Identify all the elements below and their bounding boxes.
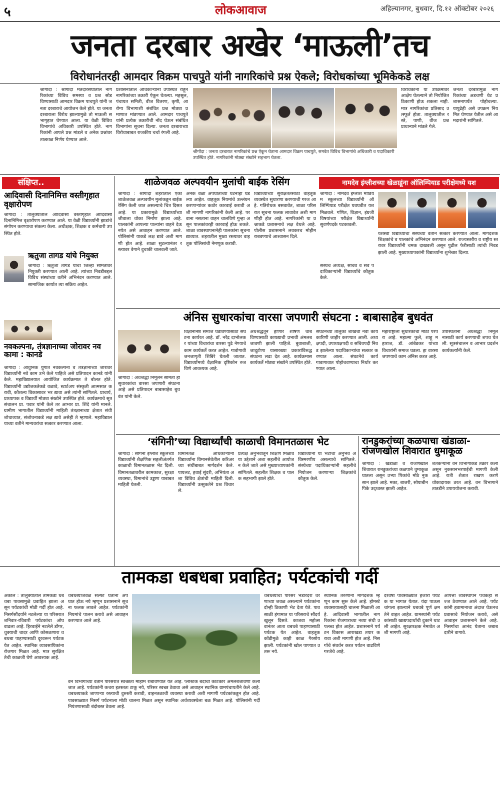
lead-headline: जनता दरबार अखेर ‘माऊली’तच (70, 28, 430, 64)
sangini-col-1: श्रीगोंदा : संगिनी इंग्लीश स्कूलच्या विद्यार्थ्यांनी शैक्षणिक सहलीअंतर्गत काळाची विमानतळास भेट दिली. विमानतळावरील कामकाज, सुरक्षा व्यवस्था, विमानांचे उड्डाण याबाबत माहिती घेतली. (118, 452, 174, 489)
divider-tamkada (0, 566, 500, 567)
tamkada-col-6: दरवर्षी पावसाळ्यात हजारो पर्यटक या भागात येतात. यंदा पाऊस चांगला झाल्याने धबधबे पूर्ण क्षमतेने वाहत आहेत. ग्रामस्थांनी पर्यटकांसाठी खाद्यपदार्थांची दुकाने थाटली आहेत. सुरक्षारक्षक नेमावेत अशी मागणी आहे. (384, 594, 440, 637)
dateline: अहिल्यानगर, बुधवार, दि.१२ ऑक्टोबर २०२६ (380, 5, 494, 13)
ranjangaon-headline: रानडुकरांच्या कळपाचा खंडाळा-रांजणखोल शिवारात धुमाकूळ (362, 436, 471, 458)
sidebar-item2-title: ऋतुजा तागड यांचे नियुक्त (28, 251, 99, 260)
lead-subhead: विरोधानंतरही आमदार विक्रम पाचपुते यांनी नागरिकांचे प्रश्न ऐकले; विरोधकांच्या भूमिकेकडे लक्ष (0, 70, 500, 84)
tamkada-col-5: स्थानिक तरुणांनी मार्गदर्शक म्हणून काम सुरू केले आहे. होमस्टे व्यवसायालाही चालना मिळाली आहे. आदिवासी भागातील नागरिकांना रोजगाराच्या नव्या संधी उपलब्ध होत आहेत. प्रशासनाने पर्यटन विकास आराखडा तयार करावा अशी मागणी होत आहे. निसर्गाचे संवर्धन करत पर्यटन वाढविणे गरजेचे आहे. (324, 594, 380, 655)
lead-body-col-3: विरोधकांनी या उपक्रमावर आक्षेप घेतल्याने तो नियोजित ठिकाणी होऊ शकला नाही. मात्र नागरिकांचा प्रतिसाद उत्स्फूर्त होता. तालुक्यातील रस्ते, पाणी, वीज प्रश्न प्राधान्याने मांडले गेले. (401, 88, 449, 131)
tamkada-col-4: धबधब्याचा परिसर भंडारदरा धरणाच्या जवळ असल्याने पर्यटकांना दोन्ही ठिकाणी भेट देता येते. पावसाळी हंगामात या परिसराचे सौंदर्य खुलून दिसते. काजवा महोत्सवानंतर आता धबधबे पाहण्यासाठी पर्यटक येत आहेत. वाहतूक कोंडीमुळे काही काळ गैरसोय झाली. पर्यटकांनी खोल पाण्यात उतरू नये. (264, 594, 320, 655)
sangini-headline: ‘संगिनी’च्या विद्यार्थ्यांची काळाची विमानतळास भेट (147, 437, 329, 448)
superstition-headline: अंनिस सुधारकांचा वारसा जपणारी संघटना : बाबासाहेब बुधवंत (183, 311, 433, 324)
ranjangaon-rule (358, 436, 359, 566)
english-school-col-2: यशस्वी विद्यार्थ्यांचा संस्थेच्या वतीने सत्कार करण्यात आला. मार्गदर्शक शिक्षकांचे व पालकांचे अभिनंदन करण्यात आले. राज्यस्तरीय व राष्ट्रीय स्तरावर विद्यार्थ्यांनी चमक दाखवली असून पुढील फेरीसाठी त्यांची निवड झाली आहे. मुख्याध्यापकांनी विद्यार्थ्यांना शुभेच्छा दिल्या. (378, 232, 498, 256)
tamkada-col-2: धबधब्याजवळ सेल्फी घेताना अपघात होऊ नये म्हणून प्रशासनाने सूचना फलक लावले आहेत. पर्यटकांनी नियमांचे पालन करावे असे आवाहन करण्यात आले आहे. (68, 594, 128, 624)
page-number: ५ (4, 5, 11, 20)
divider-lead (0, 174, 500, 175)
tamkada-photo (132, 594, 260, 674)
superstition-col-4: संघटनेच्या तालुका शाखेची नवी कार्यकारिणी जाहीर करण्यात आली. अध्यक्षपदी, उपाध्यक्षपदी व सचिवपदी निवड झालेल्या पदाधिकाऱ्यांचा सत्कार करण्यात आला. संघटनेचे कार्य गावागावात पोहोचवण्याचा निर्धार करण्यात आला. (316, 330, 378, 373)
english-school-photo-2 (408, 192, 436, 228)
sangini-col-4: विद्यार्थ्यांनी या भेटीचा अनुभव अविस्मरणीय असल्याचे सांगितले. संस्थेच्या पदाधिकाऱ्यांनी सहलीचे नियोजन करणाऱ्या शिक्षकांचे कौतुक केले. (298, 452, 356, 482)
sidebar-item3-photo (4, 320, 52, 340)
sangini-col-2: विमानतळ अधिकाऱ्यांनी विद्यार्थ्यांना विमानसेवेतील करिअरच्या संधींबाबत मार्गदर्शन केले. पायलट, हवाई सुंदरी, अभियंता अशा विविध क्षेत्रांची माहिती दिली. विद्यार्थ्यांनी उत्सुकतेने प्रश्न विचारले. (178, 452, 234, 495)
superstition-col-5: महाराष्ट्राला सुधारकांची मोठी परंपरा आहे. महात्मा फुले, शाहू महाराज, डॉ. आंबेडकर यांच्या विचारांनी समाज घडला. हा वारसा जपण्याचे काम अंनिस करत आहे. (382, 330, 438, 360)
tamkada-headline: तामकडा धबधबा प्रवाहित; पर्यटकांची गर्दी (121, 568, 379, 588)
lead-photo-audience (335, 88, 397, 148)
english-school-headline: नामदेव इंग्लीशच्या खेळाडूंना ऑलिम्पियाड परीक्षेमध्ये यश (319, 177, 499, 189)
english-school-photo-1 (378, 192, 406, 228)
sidebar-tag: संक्षिप्त.. (2, 177, 60, 189)
divider-superstition (116, 308, 500, 309)
sidebar-item1-body: श्रीगोंदा : तालुक्यातील आदिवासी वस्तीगृहात आदिवासी दिनानिमित्त वृक्षारोपण करण्यात आले. या वेळी विद्यार्थ्यांनी झाडांचे संगोपन करण्याचा संकल्प केला. अधीक्षक, शिक्षक व कर्मचारी उपस्थित होते. (4, 213, 112, 237)
english-school-photo-3 (438, 192, 466, 228)
superstition-col-1: श्रीगोंदा : अंधश्रद्धा निर्मूलन समिती ही सुधारकांचा वारसा जपणारी संघटना आहे असे प्रतिपादन बाबासाहेब बुधवंत यांनी केले. (118, 376, 180, 400)
divider-sangini (116, 434, 500, 435)
superstition-col-2: विज्ञाननिष्ठ समाज घडविण्यासाठी संघटना कार्यरत आहे. डॉ. नरेंद्र दाभोलकर यांच्या विचारांचा वारसा पुढे नेण्याचे काम कार्यकर्ते करत आहेत. गावोगावी जनजागृती शिबिरे घेतली जातात. विद्यार्थ्यांमध्ये वैज्ञानिक दृष्टिकोन रुजविणे आवश्यक आहे. (184, 330, 246, 373)
paper-logo: लोकआवाज (215, 3, 267, 17)
superstition-photo (118, 330, 180, 372)
sidebar-rule (114, 176, 115, 566)
tamkada-col-7: आपत्ती व्यवस्थापन पथकही सज्ज ठेवण्यात आले आहे. पर्यटकांनी हवामानाचा अंदाज घेऊनच प्रवासाचे नियोजन करावे, असे आवाहन प्रशासनाने केले आहे. निसर्गाचा आनंद घेताना जबाबदारीने वागावे. (444, 594, 498, 637)
lead-photo-officials (272, 88, 334, 148)
english-school-photo-4 (468, 192, 496, 228)
ranjangaon-col-2: शेतकऱ्यांनी वन विभागाकडे तक्रार केली असून नुकसानभरपाईची मागणी केली आहे. रात्री शेतात राखण करणे धोकादायक ठरत आहे. वन विभागाने तातडीने उपाययोजना करावी. (432, 462, 498, 492)
sidebar-item2-body: श्रीगोंदा : ऋतुजा तागड यांची जिल्हा समितीवर नियुक्ती करण्यात आली आहे. त्यांच्या निवडीबद्दल विविध संस्थांच्या वतीने अभिनंदन करण्यात आले. सामाजिक कार्यात त्या सक्रिय आहेत. (28, 264, 112, 288)
tamkada-col-1: अकोले : तालुक्यातील तामकडा धबधबा पावसामुळे प्रवाहित झाला असून पर्यटकांची मोठी गर्दी होत आहे. निसर्गसौंदर्याने नटलेल्या या परिसरात शनिवार-रविवारी पर्यटकांचा ओघ वाढला आहे. हिरवाईने नटलेले डोंगर, धुक्याची चादर आणि कोसळणारा धबधबा पाहण्यासाठी दूरवरून पर्यटक येत आहेत. स्थानिक व्यावसायिकांना रोजगार मिळत आहे. मात्र सुरक्षिततेची काळजी घेणे आवश्यक आहे. (4, 594, 64, 662)
superstition-col-3: अंधश्रद्धेतून होणारे शोषण थांबविण्यासाठी कायद्याची प्रभावी अंमलबजावणी झाली पाहिजे. बुवाबाजी, जादूटोणा यासारख्या प्रकारांविरुद्ध संघटना लढा देत आहे. कार्यक्रमास कार्यकर्ते मोठ्या संख्येने उपस्थित होते. (250, 330, 312, 367)
bike-rally-col-2: अनेक वेळा अपघाताच्या घटनाही घडल्या आहेत. वाहतूक नियमांचे उल्लंघन करणाऱ्यांवर कठोर कारवाई करावी अशी मागणी नागरिकांनी केली आहे. परवाना नसताना वाहन चालविणे गुन्हा असून पालकांवरही कारवाई होऊ शकते. शाळा व्यवस्थापनानेही पालकांना सूचना द्याव्यात. शहरातील मुख्य रस्त्यावर वाहतूक पोलिसांची नेमणूक करावी. (186, 192, 250, 247)
tamkada-col-3: वन विभागाच्या वतीने परिसरात स्वच्छता मोहीम राबविण्यात येत आहे. प्लॅस्टिक बंदीची काटेकोर अंमलबजावणी केली जात आहे. पर्यटकांनी कचरा इतस्ततः टाकू नये, परिसर स्वच्छ ठेवावा असे आवाहन स्थानिक ग्रामपंचायतीने केले आहे. धबधब्याकडे जाणाऱ्या रस्त्याची दुरुस्ती करावी, वाहनतळाची व्यवस्था करावी अशी मागणी पर्यटकांकडून होत आहे. पावसाळ्यात निसर्ग पर्यटनाला मोठी चालना मिळत असून स्थानिक अर्थव्यवस्थेला बळ मिळत आहे. पोलिसांनी गर्दी नियंत्रणासाठी बंदोबस्त ठेवला आहे. (68, 680, 260, 710)
lead-body-col-1: श्रीगोंदा : श्रीगोंदा मतदारसंघातील नागरिकांच्या विविध समस्या व प्रश्न सोडविण्यासाठी आमदार विक्रम पाचपुते यांनी जनता दरबाराचे आयोजन केले होते. या जनता दरबाराला विरोध झाल्यामुळे तो माऊली सभागृहात घेण्यात आला. या वेळी विविध विभागांचे अधिकारी उपस्थित होते. नागरिकांनी आपले प्रश्न मांडले व अनेक प्रश्नांवर तात्काळ निर्णय घेण्यात आले. (40, 88, 112, 143)
ranjangaon-col-1: श्रीगोंदा : खंडाळा व रांजणखोल शिवारात रानडुकरांच्या कळपाने धुमाकूळ घातला असून उभ्या पिकांचे मोठे नुकसान झाले आहे. मका, बाजरी, सोयाबीन पिके उद्ध्वस्त झाली आहेत. (362, 462, 428, 492)
sidebar-item1-title: आदिवासी दिनानिमित्त वस्तीगृहात वृक्षारोपण (4, 191, 100, 209)
english-school-col-3: संस्थेचे अध्यक्ष, सचिव व सर्व पदाधिकाऱ्यांनी विद्यार्थ्यांचे कौतुक केले. (320, 264, 374, 282)
lead-photo-caption: श्रीगोंदा : जनता दरबारात नागरिकांचे प्रश्न ऐकून घेताना आमदार विक्रम पाचपुते, समवेत विविध विभागांचे अधिकारी व पदाधिकारी उपस्थित होते. नागरिकांनी मोठ्या संख्येने सहभाग घेतला. (193, 150, 395, 161)
superstition-col-6: उपस्थितांनी अंधश्रद्धा निर्मूलनासाठी कार्य करण्याची शपथ घेतली. सूत्रसंचालन व आभार प्रदर्शन कार्यकर्त्यांनी केले. (442, 330, 498, 354)
masthead (0, 0, 500, 22)
bike-rally-col-3: विद्यार्थ्यांच्या सुरक्षिततेसाठी वाहतूक व्यवस्थेत सुधारणा करण्याची गरज आहे. गतिरोधक बसवावेत, शाळा परिसरात सूचना फलक लावावेत अशी मागणीही होत आहे. नागरिकांनी या प्रश्नाकडे प्रशासनाचे लक्ष वेधले आहे. पोलीस प्रशासनाने लवकरच मोहीम राबवण्याचे आश्वासन दिले. (254, 192, 316, 241)
bike-rally-headline: शाळेजवळ अल्पवयीन मुलांची बाईक रेसिंग (144, 177, 290, 188)
sidebar-item3-body: श्रीगोंदा : आधुनिक युगात नवकल्पना व तंत्रज्ञानाच्या जोरावर विद्यार्थ्यांनी नवे काम उभे केले पाहिजे असे प्रतिपादन कानडे यांनी केले. महाविद्यालयात आयोजित कार्यक्रमात ते बोलत होते. विद्यार्थ्यांनी उद्योजकतेकडे वळावे, स्टार्टअप संस्कृती आत्मसात करावी, कौशल्य विकासावर भर द्यावा असे त्यांनी सांगितले. प्राचार्य, प्राध्यापक व विद्यार्थी मोठ्या संख्येने उपस्थित होते. कार्यक्रमाचे सूत्रसंचालन प्रा. पवार यांनी केले तर आभार प्रा. शिंदे यांनी मानले. ग्रामीण भागातील विद्यार्थ्यांनी माहिती तंत्रज्ञानाच्या क्षेत्रात संधी शोधाव्यात, संशोधनाकडे लक्ष द्यावे असेही ते म्हणाले. महाविद्यालयाच्या वतीने मान्यवरांचा सत्कार करण्यात आला. (4, 366, 112, 427)
sangini-col-3: प्रत्यक्ष अनुभवातून शिक्षण मिळावे या उद्देशाने अशा सहलींचे आयोजन केले जाते असे मुख्याध्यापकांनी सांगितले. सहलीत शिक्षक व पालक सहभागी झाले होते. (238, 452, 294, 482)
english-school-col-1: श्रीगोंदा : नामदेव इंग्लीश मीडियम स्कूलच्या विद्यार्थ्यांनी ऑलिम्पियाड परीक्षेत घवघवीत यश मिळवले. गणित, विज्ञान, इंग्रजी विषयांच्या परीक्षेत विद्यार्थ्यांनी सुवर्णपदके पटकावली. (320, 192, 374, 229)
lead-body-col-2: प्रशासनातील अधिकाऱ्यांनी उपस्थित राहून नागरिकांच्या तक्रारी ऐकून घेतल्या. महसूल, पंचायत समिती, वीज वितरण, कृषी, आरोग्य विभागाशी संबंधित प्रश्न मोठ्या प्रमाणात मांडण्यात आले. आमदार पाचपुते यांनी प्रत्येक तक्रारीची नोंद घेऊन संबंधित विभागांना सूचना दिल्या. जनता दरबाराच्या विरोधाबाबत राजकीय चर्चा रंगली आहे. (116, 88, 188, 137)
bike-rally-col-1: श्रीगोंदा : श्रीगोंदा शहरातील एका शाळेजवळ अल्पवयीन मुलांकडून बाईक रेसिंग केली जात असल्याचे चित्र दिसत आहे. या प्रकारामुळे विद्यार्थ्यांच्या जीवाला धोका निर्माण झाला आहे. पालकांनी आपल्या पाल्यांना वाहने देऊ नयेत असे आवाहन करण्यात आले. पोलिसांनी याकडे लक्ष द्यावे अशी मागणी होत आहे. शाळा सुटल्यानंतर रस्त्यावर वेगाने दुचाकी चालवली जाते. (118, 192, 182, 253)
lead-body-col-4: जनता दरबारामुळे नागरिकांच्या अडचणी थेट प्रशासनापर्यंत पोहोचल्या. यापुढेही असे उपक्रम नियमित घेण्यात येतील असे आमदारांनी सांगितले. (453, 88, 498, 125)
lead-photo-crowd (193, 88, 271, 148)
sidebar-item3-title: नवकल्पना, तंत्रज्ञानाच्या जोरावर नव कामा : कानडे (4, 342, 101, 360)
